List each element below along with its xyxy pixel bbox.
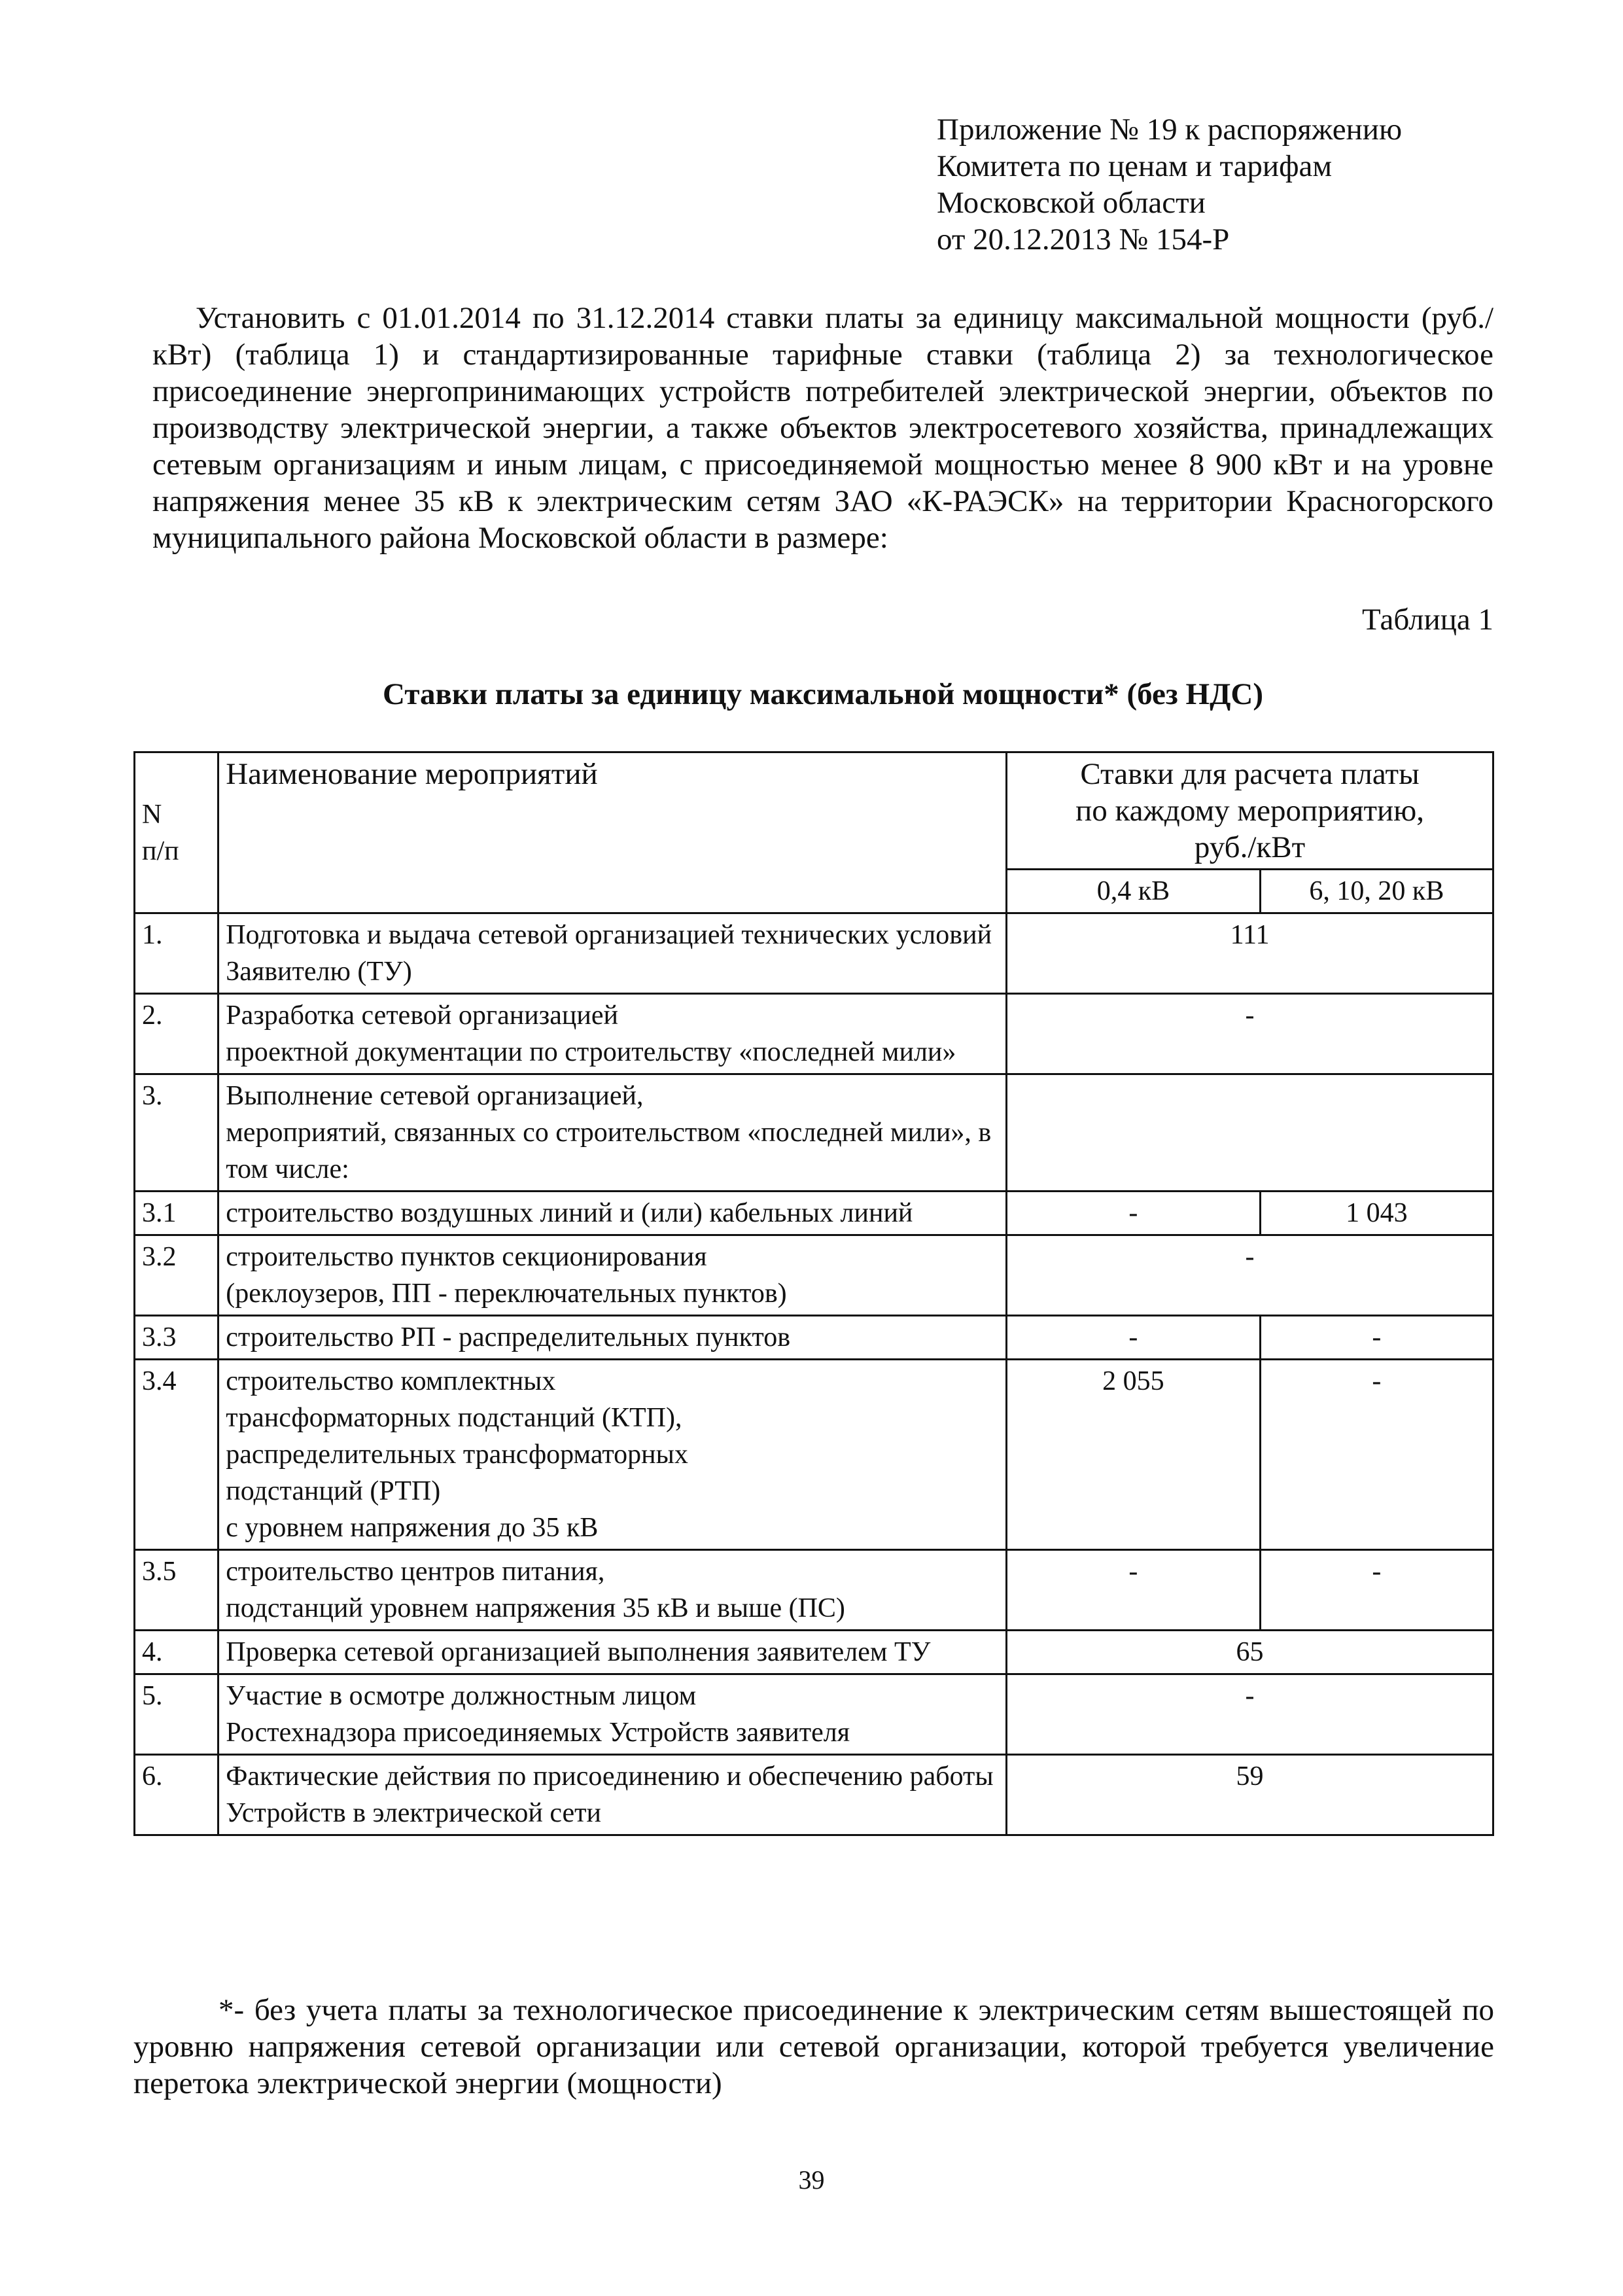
row-name: строительство воздушных линий и (или) кабельных линий [218, 1192, 1007, 1235]
row-name: Фактические действия по присоединению и обеспечению работы Устройств в электрической сети [218, 1755, 1007, 1835]
row-number: 2. [135, 994, 218, 1074]
table-row [135, 1316, 1493, 1360]
header-voltage-6-20: 6, 10, 20 кВ [1260, 870, 1493, 913]
table-row [135, 1550, 1493, 1631]
appendix-line: от 20.12.2013 № 154-Р [937, 222, 1230, 256]
row-value-6-20: - [1260, 1550, 1493, 1631]
table-row [135, 1360, 1493, 1550]
row-name: Проверка сетевой организацией выполнения заявителем ТУ [218, 1631, 1007, 1674]
appendix-line: Комитета по ценам и тарифам [937, 149, 1333, 183]
row-number: 6. [135, 1755, 218, 1835]
row-number: 4. [135, 1631, 218, 1674]
row-number: 3.2 [135, 1235, 218, 1316]
table-title: Ставки платы за единицу максимальной мощности* (без НДС) [383, 677, 1263, 711]
row-name: Подготовка и выдача сетевой организацией технических условий Заявителю (ТУ) [218, 913, 1007, 994]
table-row [135, 1235, 1493, 1316]
appendix-header [937, 111, 1558, 258]
appendix-line: Приложение № 19 к распоряжению [937, 113, 1403, 147]
row-number: 1. [135, 913, 218, 994]
row-value [1007, 1074, 1493, 1192]
row-value-6-20: - [1260, 1316, 1493, 1360]
row-value-04: - [1007, 1192, 1261, 1235]
row-value: 65 [1007, 1631, 1493, 1674]
row-name: Участие в осмотре должностным лицом Ростехнадзора присоединяемых Устройств заявителя [218, 1674, 1007, 1755]
row-number: 3. [135, 1074, 218, 1192]
table-row [135, 1192, 1493, 1235]
footnote: *- без учета платы за технологическое присоединение к электрическим сетям вышестоящей по уровню напряжения сетевой организации или сетевой организации, которой требуется увеличение перетока электрической энергии (мощности) [133, 1993, 1494, 2100]
row-number: 3.1 [135, 1192, 218, 1235]
intro-paragraph: Установить с 01.01.2014 по 31.12.2014 ставки платы за единицу максимальной мощности (руб./кВт) (таблица 1) и стандартизированные тарифные ставки (таблица 2) за технологическое присоединение энергопринимающих устройств потребителей электрической энергии, объектов по производству электрической энергии, а также объектов электросетевого хозяйства, принадлежащих сетевым организациям и иным лицам, с присоединяемой мощностью менее 8 900 кВт и на уровне напряжения менее 35 кВ к электрическим сетям ЗАО «К-РАЭСК» на территории Красногорского муниципального района Московской области в размере: [152, 301, 1493, 555]
table-row [135, 1074, 1493, 1192]
row-name: строительство комплектных трансформаторных подстанций (КТП), распределительных трансформаторных подстанций (РТП) с уровнем напряжения до 35 кВ [218, 1360, 1007, 1550]
table-row [135, 1755, 1493, 1835]
page-number: 39 [798, 2165, 825, 2195]
row-name: строительство пунктов секционирования (реклоузеров, ПП - переключательных пунктов) [218, 1235, 1007, 1316]
row-value: - [1007, 1235, 1493, 1316]
row-value: - [1007, 994, 1493, 1074]
header-rates: Ставки для расчета платы по каждому мероприятию, руб./кВт [1007, 752, 1493, 870]
row-number: 3.5 [135, 1550, 218, 1631]
row-value-6-20: 1 043 [1260, 1192, 1493, 1235]
row-value: 111 [1007, 913, 1493, 994]
row-value: - [1007, 1674, 1493, 1755]
row-number: 3.4 [135, 1360, 218, 1550]
table-row [135, 913, 1493, 994]
header-number: N п/п [135, 752, 218, 913]
header-name: Наименование мероприятий [218, 752, 1007, 913]
rates-table [133, 751, 1494, 1836]
row-value-04: - [1007, 1550, 1261, 1631]
row-value-04: - [1007, 1316, 1261, 1360]
table-label: Таблица 1 [1361, 603, 1493, 637]
row-value-04: 2 055 [1007, 1360, 1261, 1550]
row-number: 3.3 [135, 1316, 218, 1360]
table-row [135, 1631, 1493, 1674]
header-voltage-04: 0,4 кВ [1007, 870, 1261, 913]
appendix-line: Московской области [937, 186, 1206, 220]
row-name: строительство РП - распределительных пунктов [218, 1316, 1007, 1360]
row-name: Выполнение сетевой организацией, мероприятий, связанных со строительством «последней мили», в том числе: [218, 1074, 1007, 1192]
row-value: 59 [1007, 1755, 1493, 1835]
table-row [135, 994, 1493, 1074]
row-number: 5. [135, 1674, 218, 1755]
row-name: Разработка сетевой организацией проектной документации по строительству «последней мили» [218, 994, 1007, 1074]
row-name: строительство центров питания, подстанций уровнем напряжения 35 кВ и выше (ПС) [218, 1550, 1007, 1631]
row-value-6-20: - [1260, 1360, 1493, 1550]
table-header-row [135, 752, 1493, 870]
table-row [135, 1674, 1493, 1755]
